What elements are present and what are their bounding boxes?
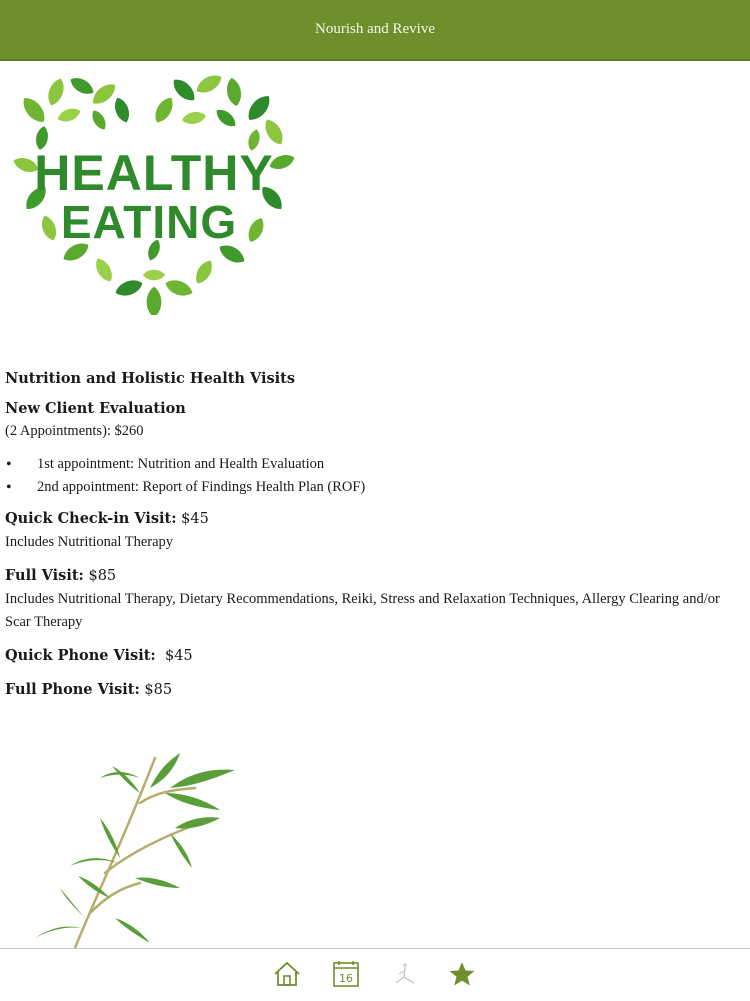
calendar-day: 16 [339, 972, 353, 985]
healthy-eating-logo [4, 70, 304, 315]
new-client-list [5, 453, 740, 499]
services-content [5, 370, 740, 702]
full-phone-block [5, 678, 740, 702]
quick-checkin-block [5, 507, 740, 554]
logo-line1: HEALTHY [34, 145, 274, 201]
quick-checkin-label: Quick Check-in Visit: [5, 510, 177, 527]
bottom-tab-bar [0, 948, 750, 1001]
tab-favorites[interactable] [447, 959, 477, 989]
full-visit-label: Full Visit: [5, 567, 84, 584]
section-title: Nutrition and Holistic Health Visits [5, 370, 296, 387]
list-item: • 2nd appointment: Report of Findings Health Plan (ROF) [5, 476, 740, 499]
tab-home[interactable] [272, 959, 302, 989]
star-icon [447, 959, 477, 989]
full-visit-desc: Includes Nutritional Therapy, Dietary Recommendations, Reiki, Stress and Relaxation Techniques, Allergy Clearing and/or Scar Therapy [5, 591, 720, 630]
bamboo-decoration [20, 748, 240, 948]
new-client-label: New Client Evaluation [5, 400, 186, 417]
quick-phone-block [5, 644, 740, 668]
full-phone-label: Full Phone Visit: [5, 681, 140, 698]
tab-wellness[interactable] [390, 959, 420, 989]
quick-phone-price: $45 [155, 648, 193, 664]
list-item: • 1st appointment: Nutrition and Health Evaluation [5, 453, 740, 476]
app-header [0, 0, 750, 61]
calendar-icon [331, 959, 361, 989]
new-client-subtitle: (2 Appointments): $260 [5, 423, 144, 439]
home-icon [272, 959, 302, 989]
logo-line2: EATING [60, 196, 238, 248]
app-title: Nourish and Revive [315, 21, 435, 37]
yoga-pose-icon [390, 959, 420, 989]
quick-phone-label: Quick Phone Visit: [5, 647, 156, 664]
tab-calendar[interactable] [331, 959, 361, 989]
full-visit-block [5, 564, 740, 634]
quick-checkin-desc: Includes Nutritional Therapy [5, 534, 174, 550]
full-phone-price: $85 [139, 682, 173, 698]
new-client-block [5, 397, 740, 499]
quick-checkin-price: $45 [176, 511, 209, 527]
full-visit-price: $85 [83, 568, 117, 584]
